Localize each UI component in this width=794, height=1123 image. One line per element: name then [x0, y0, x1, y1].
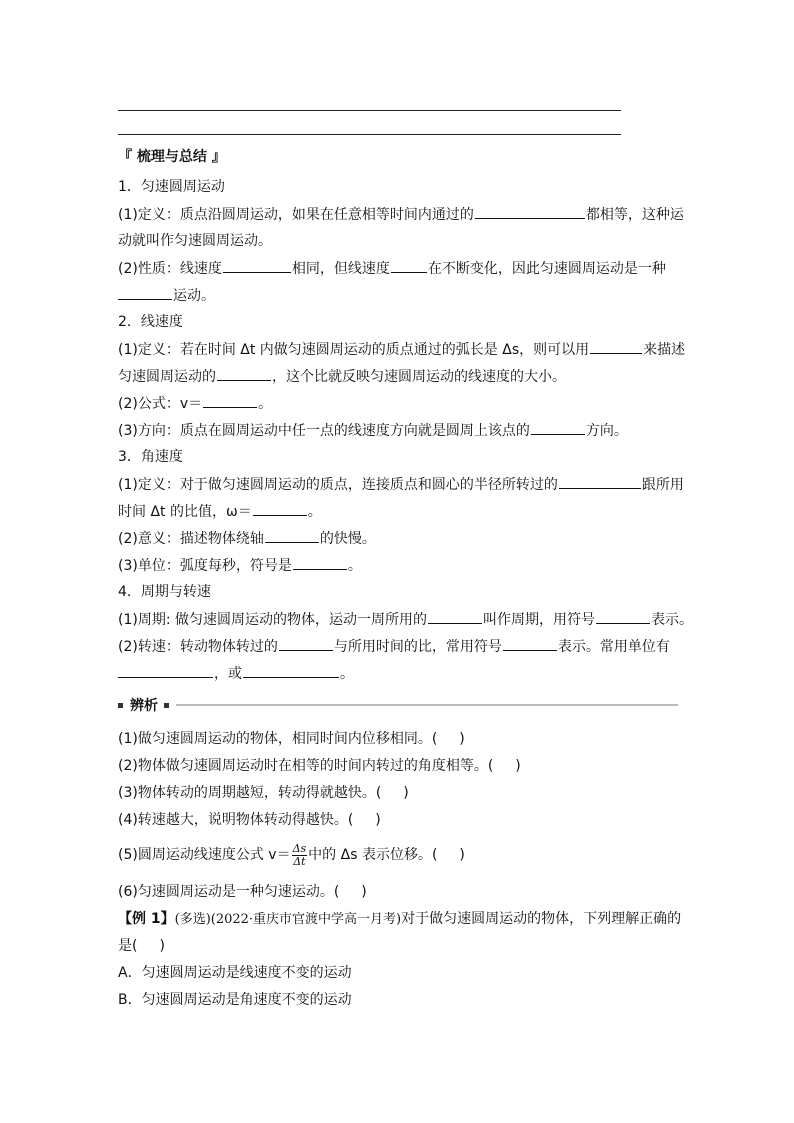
s2-definition-line2: 匀速圆周运动的 ，这个比就反映匀速圆周运动的线速度的大小。 [118, 369, 566, 385]
blank[interactable] [223, 259, 291, 273]
s2-definition-line1: (1)定义：若在时间 Δt 内做匀速圆周运动的质点通过的弧长是 Δs，则可以用 来描述 [118, 342, 686, 358]
judge-item-6: (6)匀速圆周运动是一种匀速运动。( ) [118, 884, 367, 900]
blank[interactable] [559, 475, 641, 489]
fraction: $\frac{\Delta s}{\Delta t}$ [292, 841, 307, 868]
example-stem-line1: 【例 1】(多选)(2022·重庆市官渡中学高一月考)对于做匀速圆周运动的物体，下列理解正确的 [118, 911, 682, 927]
blank[interactable] [428, 610, 482, 624]
section-heading: 『 梳理与总结 』 [118, 149, 226, 165]
s1-property-line2: 运动。 [118, 286, 215, 305]
s2-formula: (2)公式：v＝ 。 [118, 396, 273, 412]
judge-item-2: (2)物体做匀速圆周运动时在相等的时间内转过的角度相等。( ) [118, 758, 521, 774]
example-note: (多选)(2022·重庆市官渡中学高一月考) [174, 912, 402, 927]
judge-item-4: (4)转速越大，说明物体转动得越快。( ) [118, 812, 381, 828]
s3-definition-line1: (1)定义：对于做匀速圆周运动的质点，连接质点和圆心的半径所转过的 跟所用 [118, 477, 684, 493]
square-bullet-icon [164, 703, 169, 708]
s2-direction: (3)方向：质点在圆周运动中任一点的线速度方向就是圆周上该点的 方向。 [118, 423, 628, 439]
s4-period: (1)周期: 做匀速圆周运动的物体，运动一周所用的 叫作周期，用符号 表示。 [118, 612, 693, 628]
judge-item-5: (5)圆周运动线速度公式 v＝ $\frac{\Delta s}{\Delta t}$ 中的 Δs 表示位移。( ) [118, 841, 465, 868]
example-option-a[interactable]: A．匀速圆周运动是线速度不变的运动 [118, 965, 352, 981]
blank[interactable] [253, 502, 307, 516]
s3-title: 3．角速度 [118, 449, 183, 465]
blank[interactable] [590, 340, 642, 354]
blank[interactable] [118, 664, 213, 678]
example-stem-line2: 是( ) [118, 938, 165, 954]
judge-item-1: (1)做匀速圆周运动的物体，相同时间内位移相同。( ) [118, 731, 465, 747]
answer-line-2 [118, 134, 621, 135]
s3-meaning: (2)意义：描述物体绕轴 的快慢。 [118, 531, 376, 547]
s4-title: 4．周期与转速 [118, 584, 211, 600]
s1-definition-line2: 动就叫作匀速圆周运动。 [118, 233, 272, 249]
s4-speed-line1: (2)转速：转动物体转过的 与所用时间的比，常用符号 表示。常用单位有 [118, 639, 670, 655]
blank[interactable] [503, 637, 557, 651]
bianxi-header [118, 697, 678, 715]
s3-unit: (3)单位：弧度每秒，符号是 。 [118, 558, 362, 574]
blank[interactable] [217, 367, 271, 381]
s2-title: 2．线速度 [118, 314, 183, 330]
blank[interactable] [391, 259, 427, 273]
answer-line-1 [118, 110, 621, 111]
bianxi-label: 辨析 [130, 698, 158, 714]
blank[interactable] [475, 205, 585, 219]
blank[interactable] [203, 394, 257, 408]
blank[interactable] [293, 556, 347, 570]
s1-title: 1．匀速圆周运动 [118, 179, 225, 195]
s1-property-line1: (2)性质：线速度 相同，但线速度 在不断变化，因此匀速圆周运动是一种 [118, 261, 666, 277]
s3-definition-line2: 时间 Δt 的比值，ω＝ 。 [118, 504, 322, 520]
s1-definition-line1: (1)定义：质点沿圆周运动，如果在任意相等时间内通过的 都相等，这种运 [118, 207, 684, 223]
example-option-b[interactable]: B．匀速圆周运动是角速度不变的运动 [118, 992, 352, 1008]
blank[interactable] [596, 610, 650, 624]
blank[interactable] [265, 529, 319, 543]
divider-bar [176, 704, 678, 706]
s4-speed-line2: ，或 。 [118, 664, 354, 683]
blank[interactable] [243, 664, 339, 678]
blank[interactable] [531, 421, 585, 435]
blank[interactable] [279, 637, 333, 651]
blank[interactable] [118, 286, 172, 300]
square-bullet-icon [118, 703, 123, 708]
example-tag: 【例 1】 [118, 911, 175, 927]
judge-item-3: (3)物体转动的周期越短，转动得就越快。( ) [118, 785, 409, 801]
